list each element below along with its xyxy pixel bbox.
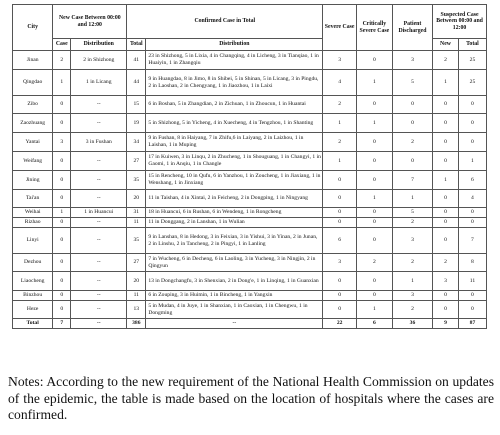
cell-severe: 2 xyxy=(323,133,357,152)
cell-confirmed-total: 20 xyxy=(127,190,146,208)
header-total: Total xyxy=(127,39,146,51)
header-new-case-group: New Case Between 00:00 and 12:00 xyxy=(53,5,127,39)
cell-confirmed-distribution: 15 in Rencheng, 10 in Qufu, 6 in Yanzhou, 1 in Zoucheng, 1 in Jiaxiang, 1 in Wenshang, 1 in Jinxiang xyxy=(146,171,323,190)
cell-new-case: 0 xyxy=(53,228,71,254)
cell-suspected-total: 0 xyxy=(458,114,486,133)
cell-confirmed-distribution: 17 in Kuiwen, 3 in Linqu, 2 in Zhucheng, 1 in Shouguang, 1 in Changyi, 1 in Gaomi, 1 in Anqiu, 1 in Changle xyxy=(146,152,323,171)
cell-suspected-new: 0 xyxy=(433,190,459,208)
cell-suspected-new: 2 xyxy=(433,51,459,70)
cell-new-distribution: -- xyxy=(71,272,127,291)
cell-suspected-new: 0 xyxy=(433,114,459,133)
table-row xyxy=(13,254,487,272)
cell-severe: 0 xyxy=(323,190,357,208)
cell-severe: 6 xyxy=(323,228,357,254)
cell-confirmed-total: 27 xyxy=(127,152,146,171)
cell-new-case: 0 xyxy=(53,272,71,291)
header-confirmed-group: Confirmed Case in Total xyxy=(127,5,323,39)
cell-city: Tai'an xyxy=(13,190,53,208)
cell-suspected-new: 0 xyxy=(433,96,459,114)
cell-suspected-new: 1 xyxy=(433,70,459,96)
cell-new-case: 0 xyxy=(53,114,71,133)
cell-critical: 0 xyxy=(356,218,392,228)
cell-confirmed-distribution: 11 in Donggang, 2 in Lanshan, 1 in Wulian xyxy=(146,218,323,228)
total-city: Total xyxy=(13,319,53,329)
cell-new-distribution: -- xyxy=(71,228,127,254)
cell-suspected-total: 11 xyxy=(458,272,486,291)
cell-confirmed-distribution: 9 in Lanshan, 8 in Hedong, 3 in Feixian, 3 in Yishui, 3 in Yinan, 2 in Junan, 2 in Linshu, 2 in Tancheng, 2 in Pingyi, 1 in Lanling xyxy=(146,228,323,254)
cell-new-distribution: 3 in Fushan xyxy=(71,133,127,152)
cell-severe: 1 xyxy=(323,114,357,133)
table-row xyxy=(13,70,487,96)
cell-discharged: 1 xyxy=(392,272,432,291)
cell-new-distribution: 2 in Shizhong xyxy=(71,51,127,70)
cell-new-case: 0 xyxy=(53,301,71,319)
cell-new-case: 1 xyxy=(53,70,71,96)
cell-confirmed-distribution: 11 in Taishan, 4 in Xintai, 2 in Feicheng, 2 in Dongping, 1 in Ningyang xyxy=(146,190,323,208)
cell-confirmed-total: 35 xyxy=(127,171,146,190)
cell-confirmed-distribution: 5 in Mudan, 4 in Juye, 1 in Shanxian, 1 in Caoxian, 1 in Chengwu, 1 in Dongming xyxy=(146,301,323,319)
cell-suspected-new: 0 xyxy=(433,291,459,301)
table-row xyxy=(13,218,487,228)
header-new-distribution: Distribution xyxy=(71,39,127,51)
cell-confirmed-distribution: 5 in Shizhong, 5 in Yicheng, 4 in Xuecheng, 4 in Tengzhou, 1 in Shanting xyxy=(146,114,323,133)
header-confirmed-distribution: Distribution xyxy=(146,39,323,51)
cell-suspected-new: 0 xyxy=(433,208,459,218)
cell-confirmed-total: 11 xyxy=(127,218,146,228)
cell-suspected-total: 0 xyxy=(458,301,486,319)
cell-discharged: 5 xyxy=(392,70,432,96)
cell-confirmed-distribution: 9 in Fushan, 8 in Haiyang, 7 in Zhifu,6 in Laiyang, 2 in Laizhou, 1 in Laishan, 1 in Muping xyxy=(146,133,323,152)
total-severe: 22 xyxy=(323,319,357,329)
cell-new-case: 2 xyxy=(53,51,71,70)
table-row xyxy=(13,171,487,190)
cell-confirmed-distribution: 9 in Huangdao, 8 in Jimo, 8 in Shibei, 5 in Shinan, 5 in Licang, 3 in Pingdu, 2 in Laoshan, 2 in Chengyang, 1 in Jiaozhou, 1 in Laixi xyxy=(146,70,323,96)
total-suspected-total: 87 xyxy=(458,319,486,329)
cell-suspected-new: 3 xyxy=(433,272,459,291)
total-critical: 6 xyxy=(356,319,392,329)
cell-critical: 0 xyxy=(356,291,392,301)
cell-discharged: 3 xyxy=(392,228,432,254)
cell-new-distribution: -- xyxy=(71,114,127,133)
cell-new-case: 0 xyxy=(53,218,71,228)
cell-severe: 1 xyxy=(323,152,357,171)
cell-suspected-new: 0 xyxy=(433,133,459,152)
cell-confirmed-distribution: 6 in Boshan, 5 in Zhangdian, 2 in Zichuan, 1 in Zhoucun, 1 in Huantai xyxy=(146,96,323,114)
cell-suspected-total: 25 xyxy=(458,51,486,70)
cell-new-distribution: -- xyxy=(71,218,127,228)
cell-suspected-new: 0 xyxy=(433,152,459,171)
cell-city: Yantai xyxy=(13,133,53,152)
cell-confirmed-total: 44 xyxy=(127,70,146,96)
table-row xyxy=(13,96,487,114)
cell-city: Weifang xyxy=(13,152,53,171)
cell-new-case: 0 xyxy=(53,96,71,114)
cell-suspected-new: 0 xyxy=(433,228,459,254)
table-body xyxy=(13,51,487,329)
cell-critical: 1 xyxy=(356,301,392,319)
cell-critical: 2 xyxy=(356,254,392,272)
cell-city: Heze xyxy=(13,301,53,319)
table-row xyxy=(13,228,487,254)
cell-severe: 2 xyxy=(323,96,357,114)
cell-confirmed-total: 27 xyxy=(127,254,146,272)
cell-confirmed-distribution: 6 in Zouping, 3 in Huimin, 1 in Bincheng, 1 in Yangxin xyxy=(146,291,323,301)
cell-confirmed-total: 11 xyxy=(127,291,146,301)
cell-discharged: 3 xyxy=(392,291,432,301)
cell-new-case: 0 xyxy=(53,152,71,171)
cell-new-case: 0 xyxy=(53,291,71,301)
epidemic-case-table xyxy=(12,4,487,329)
header-suspected-new: New xyxy=(433,39,459,51)
cell-suspected-total: 25 xyxy=(458,70,486,96)
cell-severe: 0 xyxy=(323,301,357,319)
total-suspected-new: 9 xyxy=(433,319,459,329)
cell-discharged: 0 xyxy=(392,114,432,133)
table-row xyxy=(13,51,487,70)
cell-new-case: 0 xyxy=(53,190,71,208)
cell-critical: 0 xyxy=(356,208,392,218)
table-row xyxy=(13,114,487,133)
table-row xyxy=(13,133,487,152)
cell-city: Liaocheng xyxy=(13,272,53,291)
cell-confirmed-distribution: 18 in Huancui, 6 in Rushan, 6 in Wendeng, 1 in Rongcheng xyxy=(146,208,323,218)
cell-discharged: 2 xyxy=(392,301,432,319)
cell-confirmed-total: 15 xyxy=(127,96,146,114)
cell-discharged: 0 xyxy=(392,152,432,171)
cell-severe: 0 xyxy=(323,291,357,301)
cell-discharged: 2 xyxy=(392,133,432,152)
cell-critical: 0 xyxy=(356,171,392,190)
cell-severe: 0 xyxy=(323,272,357,291)
header-severe: Severe Case xyxy=(323,5,357,51)
cell-discharged: 2 xyxy=(392,254,432,272)
cell-discharged: 5 xyxy=(392,208,432,218)
cell-critical: 0 xyxy=(356,228,392,254)
total-confirmed-total: 386 xyxy=(127,319,146,329)
table-notes: Notes: According to the new requirement of the National Health Commission on updates of the epidemic, the table is made based on the location of hospitals where the cases are confirmed. xyxy=(8,374,494,422)
cell-suspected-total: 0 xyxy=(458,96,486,114)
cell-city: Zaozhuang xyxy=(13,114,53,133)
cell-critical: 1 xyxy=(356,70,392,96)
cell-critical: 1 xyxy=(356,190,392,208)
header-suspected-group: Suspected Case Between 00:00 and 12:00 xyxy=(433,5,487,39)
cell-suspected-total: 0 xyxy=(458,291,486,301)
cell-confirmed-total: 35 xyxy=(127,228,146,254)
cell-critical: 0 xyxy=(356,133,392,152)
cell-discharged: 3 xyxy=(392,51,432,70)
total-new-distribution: -- xyxy=(71,319,127,329)
cell-new-distribution: 1 in Huancui xyxy=(71,208,127,218)
cell-city: Weihai xyxy=(13,208,53,218)
cell-severe: 3 xyxy=(323,254,357,272)
cell-suspected-total: 0 xyxy=(458,208,486,218)
cell-confirmed-total: 31 xyxy=(127,208,146,218)
table-row xyxy=(13,301,487,319)
cell-new-distribution: -- xyxy=(71,96,127,114)
total-new-case: 7 xyxy=(53,319,71,329)
cell-suspected-total: 0 xyxy=(458,218,486,228)
cell-suspected-new: 0 xyxy=(433,301,459,319)
cell-suspected-total: 7 xyxy=(458,228,486,254)
cell-new-case: 0 xyxy=(53,254,71,272)
cell-new-distribution: -- xyxy=(71,301,127,319)
cell-severe: 0 xyxy=(323,171,357,190)
header-city: City xyxy=(13,5,53,51)
cell-critical: 0 xyxy=(356,96,392,114)
cell-city: Jining xyxy=(13,171,53,190)
header-discharged: Patient Discharged xyxy=(392,5,432,51)
total-confirmed-distribution: -- xyxy=(146,319,323,329)
cell-discharged: 0 xyxy=(392,96,432,114)
cell-city: Binzhou xyxy=(13,291,53,301)
cell-suspected-total: 4 xyxy=(458,190,486,208)
cell-discharged: 2 xyxy=(392,218,432,228)
cell-severe: 4 xyxy=(323,70,357,96)
cell-discharged: 7 xyxy=(392,171,432,190)
cell-new-distribution: 1 in Licang xyxy=(71,70,127,96)
cell-discharged: 1 xyxy=(392,190,432,208)
cell-new-case: 0 xyxy=(53,171,71,190)
cell-suspected-total: 1 xyxy=(458,152,486,171)
cell-suspected-new: 0 xyxy=(433,218,459,228)
cell-new-distribution: -- xyxy=(71,171,127,190)
header-case: Case xyxy=(53,39,71,51)
table-row xyxy=(13,190,487,208)
table-row xyxy=(13,152,487,171)
cell-suspected-new: 2 xyxy=(433,254,459,272)
cell-severe: 0 xyxy=(323,218,357,228)
cell-new-distribution: -- xyxy=(71,190,127,208)
table-total-row xyxy=(13,319,487,329)
table-row xyxy=(13,272,487,291)
cell-confirmed-total: 20 xyxy=(127,272,146,291)
cell-severe: 3 xyxy=(323,51,357,70)
table-row xyxy=(13,208,487,218)
cell-suspected-total: 8 xyxy=(458,254,486,272)
cell-confirmed-total: 34 xyxy=(127,133,146,152)
cell-city: Dezhou xyxy=(13,254,53,272)
cell-critical: 1 xyxy=(356,114,392,133)
cell-city: Linyi xyxy=(13,228,53,254)
cell-confirmed-total: 13 xyxy=(127,301,146,319)
cell-confirmed-distribution: 7 in Wucheng, 6 in Decheng, 6 in Laoling, 3 in Yucheng, 3 in Ningjin, 2 in Qingyun xyxy=(146,254,323,272)
cell-confirmed-total: 19 xyxy=(127,114,146,133)
cell-critical: 0 xyxy=(356,51,392,70)
cell-confirmed-distribution: 13 in Dongchangfu, 3 in Shenxian, 2 in Dong'e, 1 in Linqing, 1 in Guanxian xyxy=(146,272,323,291)
cell-critical: 0 xyxy=(356,152,392,171)
cell-critical: 0 xyxy=(356,272,392,291)
cell-new-case: 1 xyxy=(53,208,71,218)
header-critical: Critically Severe Case xyxy=(356,5,392,51)
table-row xyxy=(13,291,487,301)
cell-new-distribution: -- xyxy=(71,152,127,171)
cell-city: Zibo xyxy=(13,96,53,114)
header-suspected-total: Total xyxy=(458,39,486,51)
cell-severe: 0 xyxy=(323,208,357,218)
cell-city: Qingdao xyxy=(13,70,53,96)
cell-suspected-new: 1 xyxy=(433,171,459,190)
cell-city: Rizhao xyxy=(13,218,53,228)
cell-new-case: 3 xyxy=(53,133,71,152)
cell-suspected-total: 6 xyxy=(458,171,486,190)
cell-suspected-total: 0 xyxy=(458,133,486,152)
total-discharged: 36 xyxy=(392,319,432,329)
cell-confirmed-total: 41 xyxy=(127,51,146,70)
cell-city: Jinan xyxy=(13,51,53,70)
cell-confirmed-distribution: 23 in Shizhong, 5 in Lixia, 4 in Changqing, 4 in Licheng, 3 in Tianqiao, 1 in Huaiyin, 1 in Zhangqiu xyxy=(146,51,323,70)
cell-new-distribution: -- xyxy=(71,291,127,301)
cell-new-distribution: -- xyxy=(71,254,127,272)
